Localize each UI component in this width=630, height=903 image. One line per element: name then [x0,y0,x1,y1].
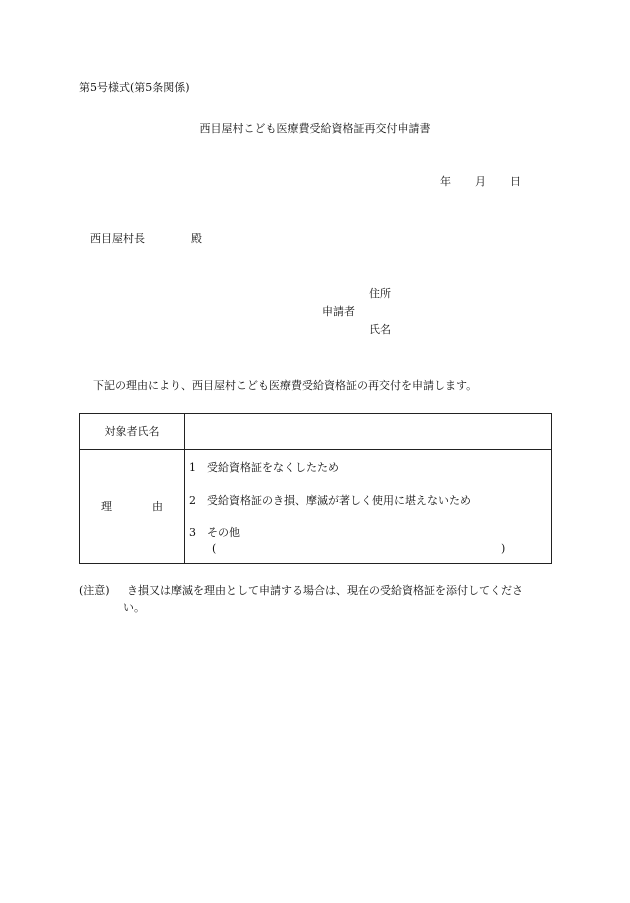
reason-option-2[interactable] [189,495,471,506]
table-row [80,414,552,450]
other-open-paren: ( [212,542,217,555]
date-month-label: 月 [475,175,486,188]
addressee-honorific: 殿 [191,232,202,245]
note [79,585,523,596]
applicant-name-label: 氏名 [369,323,391,336]
reason-number: 2 [189,494,196,507]
reason-label-cell [80,450,185,564]
intro-text: 下記の理由により、西目屋村こども医療費受給資格証の再交付を申請します。 [93,379,478,392]
reason-label-char-1: 理 [101,500,112,513]
reasons-cell [185,450,552,564]
reason-number: 1 [189,461,196,474]
addressee [90,233,202,244]
note-heading: (注意) [79,584,110,597]
reason-text: 受給資格証をなくしたため [207,461,339,474]
date-year-label: 年 [440,175,451,188]
reason-number: 3 [189,526,196,539]
other-close-paren: ) [501,542,506,555]
reason-text: その他 [207,526,240,539]
applicant-address-label: 住所 [369,287,391,300]
date-line [440,176,521,187]
reason-option-1[interactable] [189,462,339,473]
form-number: 第5号様式(第5条関係) [79,81,190,94]
subject-name-label: 対象者氏名 [80,414,185,450]
subject-name-field[interactable] [185,414,552,450]
table-row [80,450,552,564]
date-day-label: 日 [510,175,521,188]
reason-option-3[interactable] [189,527,240,538]
reason-label-char-2: 由 [152,500,163,513]
note-text: き損又は摩滅を理由として申請する場合は、現在の受給資格証を添付してくださ [127,584,523,597]
addressee-name: 西目屋村長 [90,232,145,245]
reason-text: 受給資格証のき損、摩滅が著しく使用に堪えないため [207,494,471,507]
note-text-continued: い。 [123,601,145,614]
applicant-label: 申請者 [322,305,355,318]
application-table [79,413,552,564]
document-title: 西目屋村こども医療費受給資格証再交付申請書 [199,122,431,135]
